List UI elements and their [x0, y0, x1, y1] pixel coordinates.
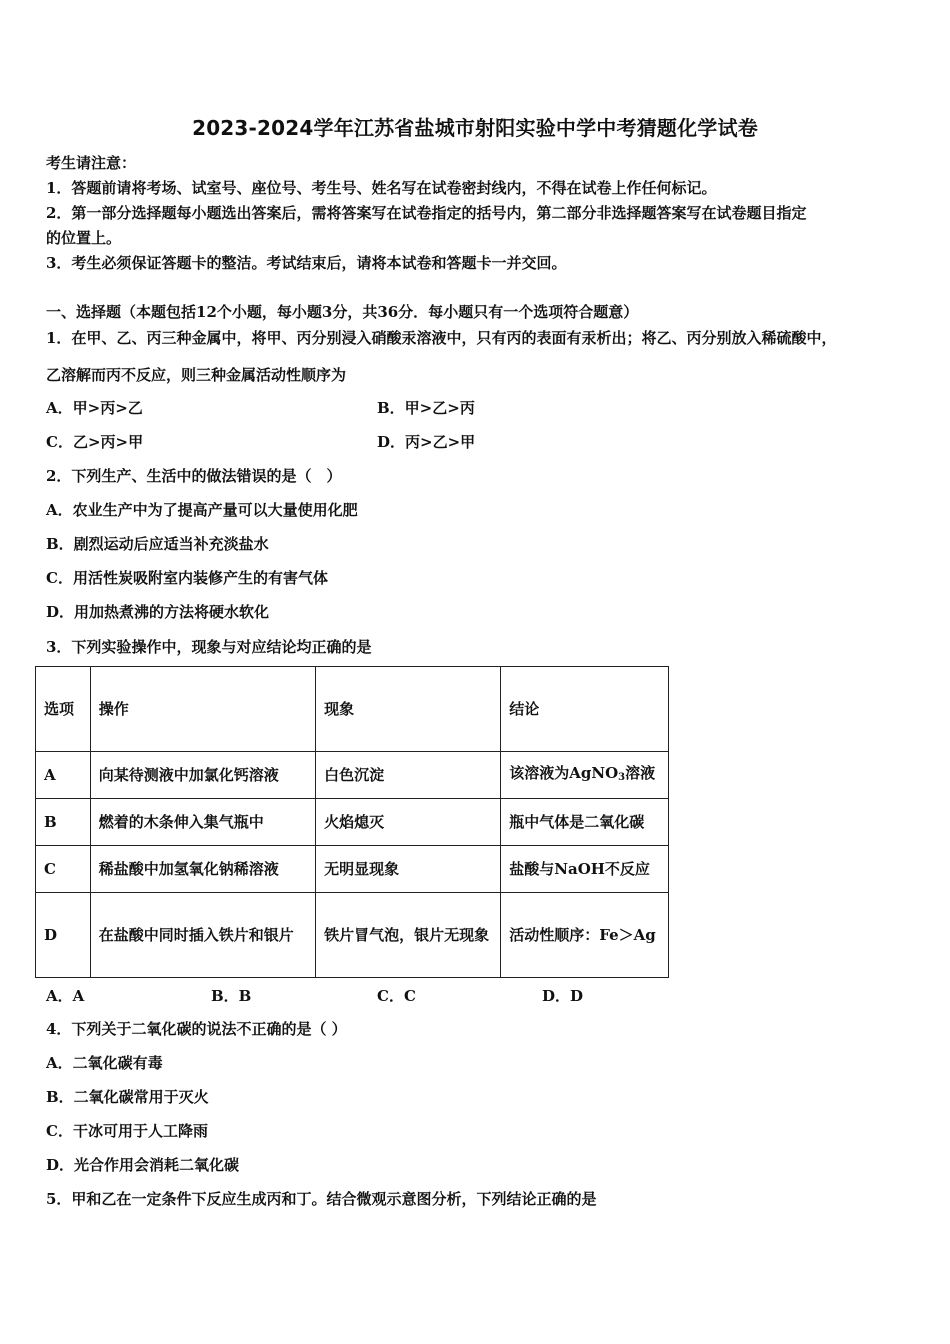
row-phenomenon: 白色沉淀 [316, 752, 501, 799]
section-heading: 一、选择题（本题包括12个小题，每小题3分，共36分．每小题只有一个选项符合题意） [46, 303, 639, 321]
row-phenomenon: 铁片冒气泡，银片无现象 [316, 893, 501, 978]
question-2-option-a: A．农业生产中为了提高产量可以大量使用化肥 [46, 501, 358, 519]
table-row [36, 893, 669, 978]
row-key: C [36, 846, 91, 893]
question-1-stem: 1．在甲、乙、丙三种金属中，将甲、丙分别浸入硝酸汞溶液中，只有丙的表面有汞析出；将乙、丙分别放入稀硫酸中， [46, 329, 837, 347]
table-row [36, 799, 669, 846]
page-title: 2023-2024学年江苏省盐城市射阳实验中学中考猜题化学试卷 [192, 116, 758, 140]
row-conclusion: 活动性顺序：Fe＞Ag [501, 893, 669, 978]
header-option: 选项 [36, 667, 91, 752]
table-row [36, 846, 669, 893]
header-operation: 操作 [90, 667, 315, 752]
question-4-option-d: D．光合作用会消耗二氧化碳 [46, 1156, 240, 1174]
row-conclusion [501, 752, 669, 799]
row-operation: 向某待测液中加氯化钙溶液 [90, 752, 315, 799]
question-1-option-b: B．甲>乙>丙 [377, 399, 475, 417]
question-4-stem: 4．下列关于二氧化碳的说法不正确的是（ ） [46, 1020, 347, 1038]
table-header-row [36, 667, 669, 752]
question-1-option-d: D．丙>乙>甲 [377, 433, 476, 451]
row-phenomenon: 无明显现象 [316, 846, 501, 893]
question-3-table [35, 666, 669, 978]
table-row [36, 752, 669, 799]
row-operation: 燃着的木条伸入集气瓶中 [90, 799, 315, 846]
question-2-stem: 2．下列生产、生活中的做法错误的是（ ） [46, 467, 342, 485]
question-1-stem-cont: 乙溶解而丙不反应，则三种金属活动性顺序为 [46, 366, 347, 384]
header-phenomenon: 现象 [316, 667, 501, 752]
question-3-option-a: A．A [46, 987, 85, 1005]
question-3-stem: 3．下列实验操作中，现象与对应结论均正确的是 [46, 638, 372, 656]
question-2-option-d: D．用加热煮沸的方法将硬水软化 [46, 603, 270, 621]
question-2-option-b: B．剧烈运动后应适当补充淡盐水 [46, 535, 269, 553]
row-conclusion: 瓶中气体是二氧化碳 [501, 799, 669, 846]
question-4-option-a: A．二氧化碳有毒 [46, 1054, 163, 1072]
row-phenomenon: 火焰熄灭 [316, 799, 501, 846]
notice-item: 的位置上。 [46, 229, 122, 247]
row-operation: 稀盐酸中加氢氧化钠稀溶液 [90, 846, 315, 893]
row-key: D [36, 893, 91, 978]
header-conclusion: 结论 [501, 667, 669, 752]
notice-heading: 考生请注意： [46, 154, 137, 172]
question-2-option-c: C．用活性炭吸附室内装修产生的有害气体 [46, 569, 328, 587]
row-conclusion: 盐酸与NaOH不反应 [501, 846, 669, 893]
conclusion-text: 溶液 [625, 763, 656, 782]
subscript: 3 [618, 771, 626, 783]
row-key: A [36, 752, 91, 799]
notice-item: 3．考生必须保证答题卡的整洁。考试结束后，请将本试卷和答题卡一并交回。 [46, 254, 567, 272]
question-5-stem: 5．甲和乙在一定条件下反应生成丙和丁。结合微观示意图分析，下列结论正确的是 [46, 1190, 597, 1208]
row-operation: 在盐酸中同时插入铁片和银片 [90, 893, 315, 978]
notice-item: 2．第一部分选择题每小题选出答案后，需将答案写在试卷指定的括号内，第二部分非选择题答案写在试卷题目指定 [46, 204, 807, 222]
question-3-option-c: C．C [377, 987, 416, 1005]
question-3-option-d: D．D [542, 987, 584, 1005]
question-4-option-c: C．干冰可用于人工降雨 [46, 1122, 208, 1140]
conclusion-text: 该溶液为AgNO [509, 763, 619, 782]
question-1-option-a: A．甲>丙>乙 [46, 399, 143, 417]
row-key: B [36, 799, 91, 846]
notice-item: 1．答题前请将考场、试室号、座位号、考生号、姓名写在试卷密封线内，不得在试卷上作任何标记。 [46, 179, 717, 197]
question-4-option-b: B．二氧化碳常用于灭火 [46, 1088, 209, 1106]
question-3-option-b: B．B [211, 987, 252, 1005]
question-1-option-c: C．乙>丙>甲 [46, 433, 144, 451]
